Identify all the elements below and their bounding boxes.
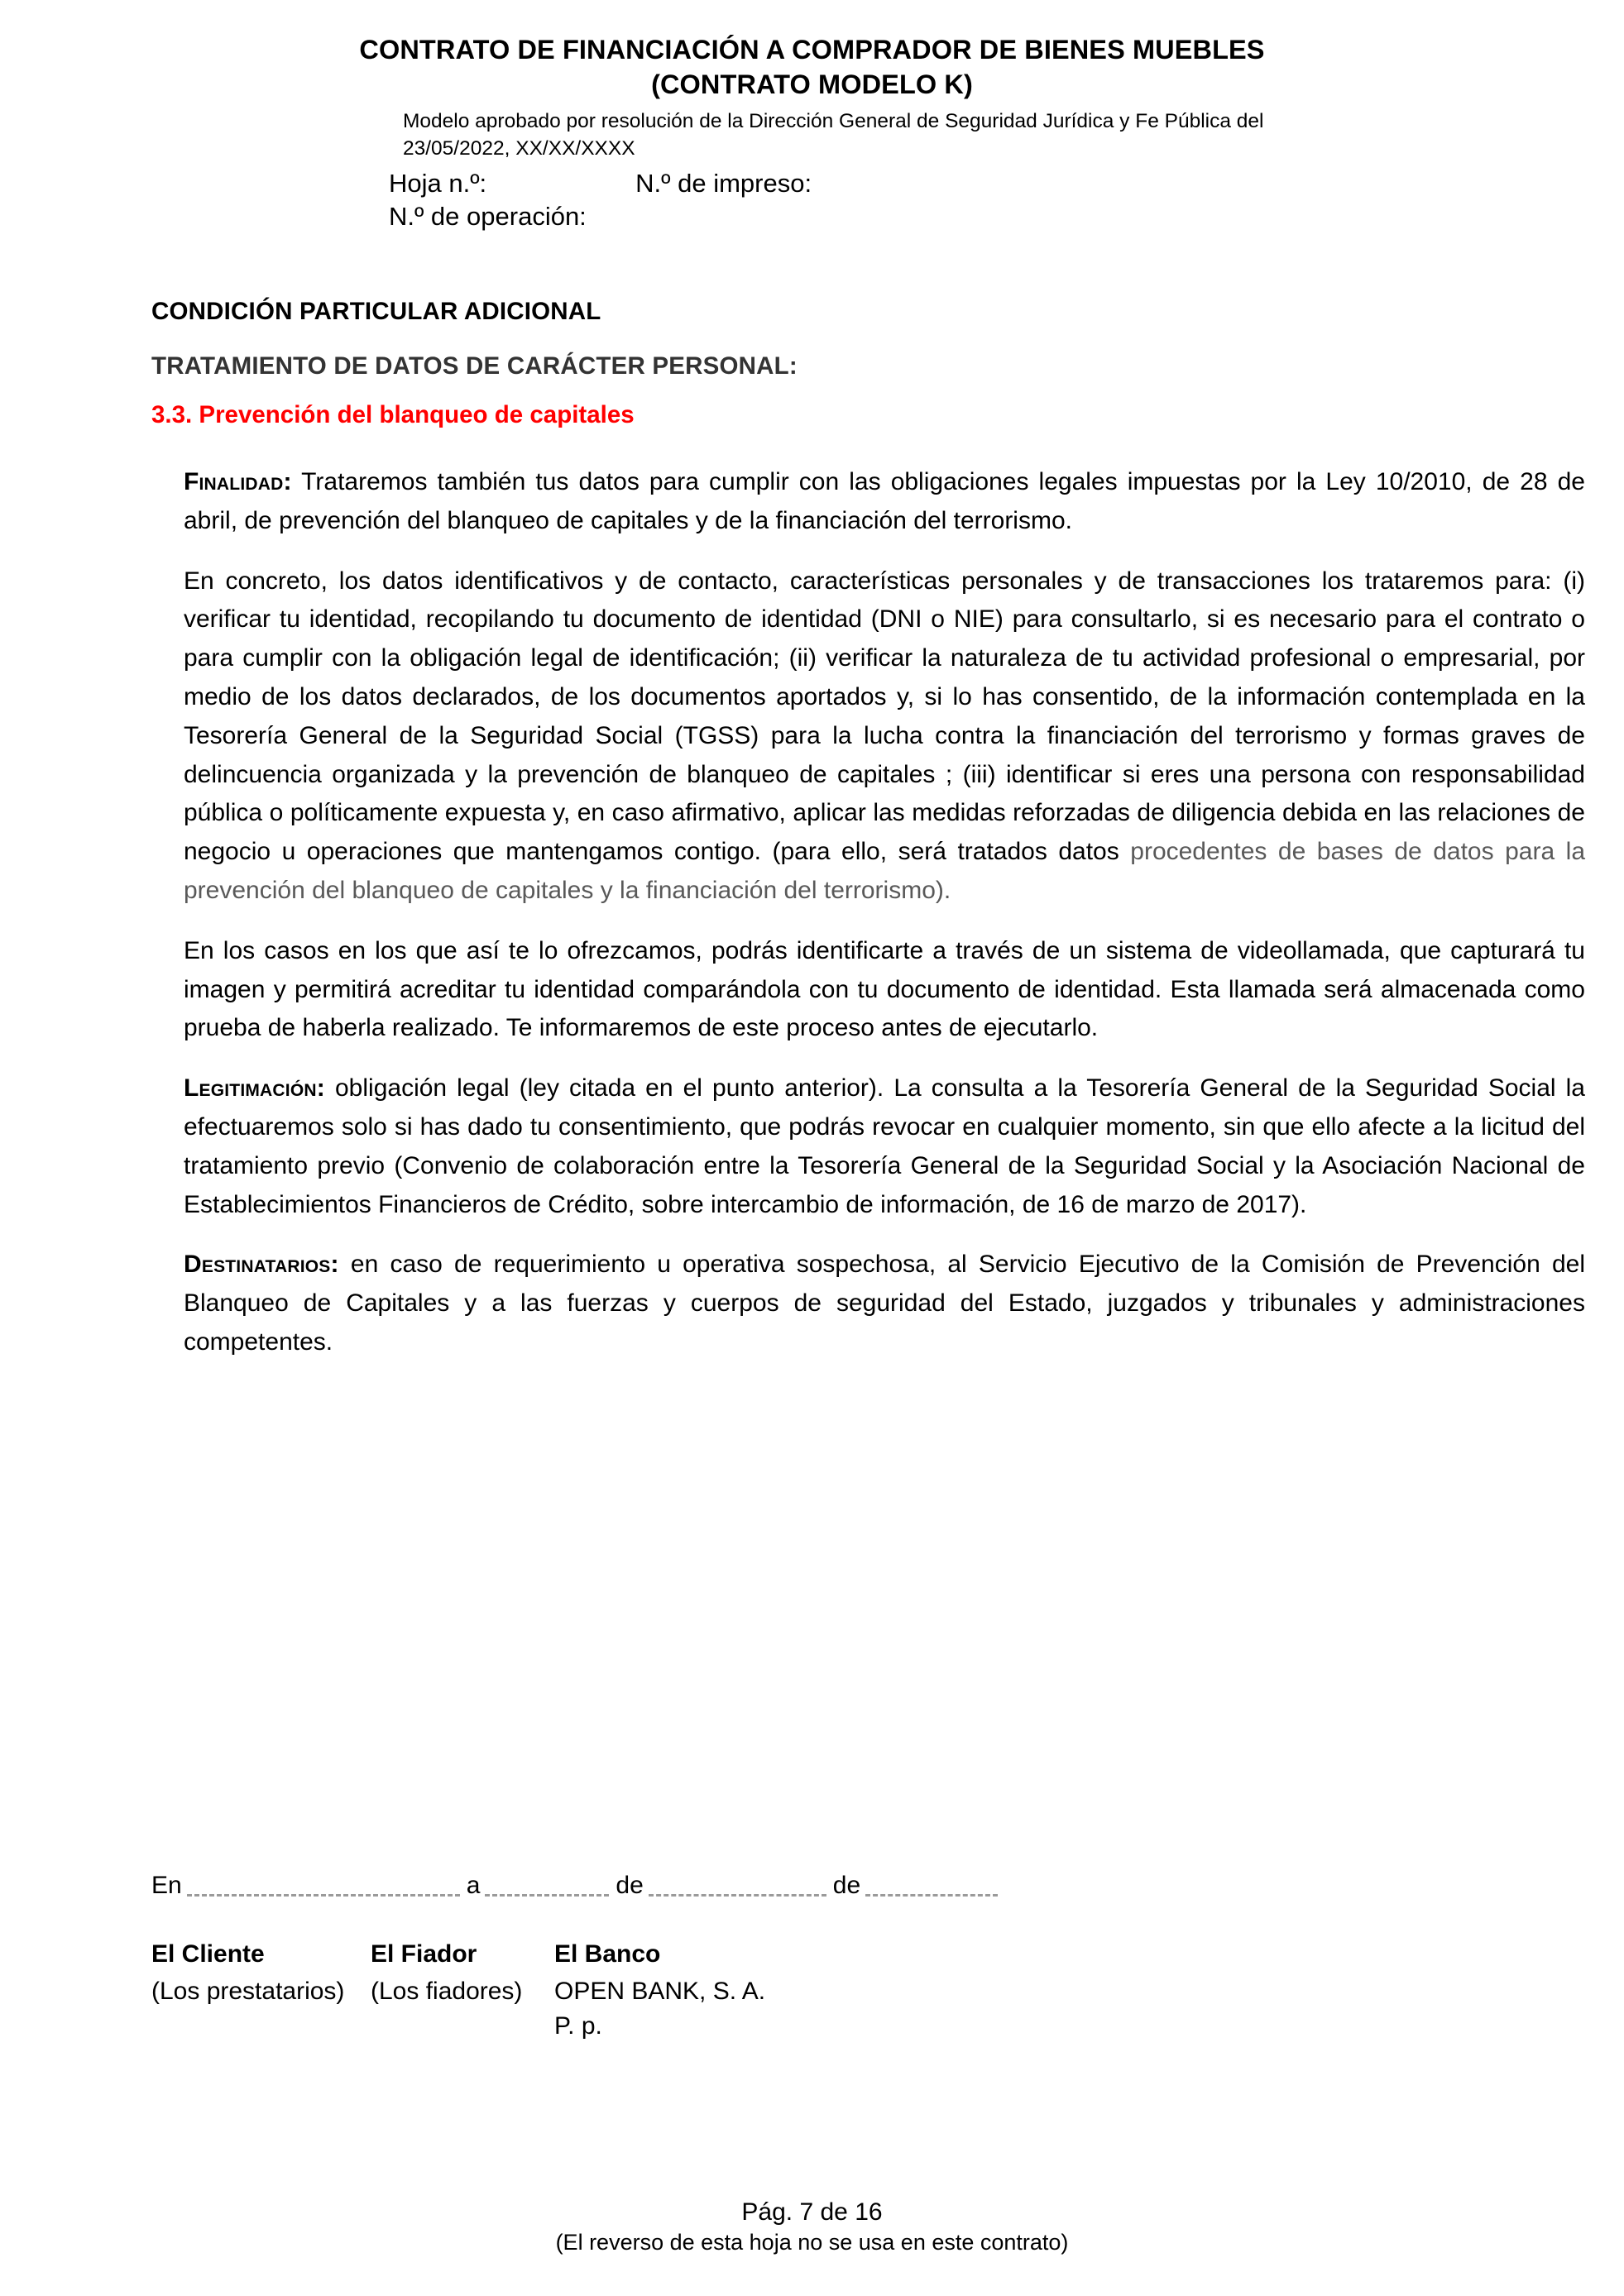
heading-condicion-particular-adicional: CONDICIÓN PARTICULAR ADICIONAL — [151, 298, 601, 325]
paragraph-legitimacion — [184, 1069, 1585, 1224]
signature-role-cliente: El Cliente — [151, 1940, 265, 1968]
document-title — [0, 33, 1624, 102]
text-en-concreto-grey: procedentes de bases de datos para la prevención del blanqueo de capitales y la financiación del terrorismo). — [184, 838, 1586, 904]
signature-role-banco: El Banco — [554, 1940, 661, 1968]
text-legitimacion: obligación legal (ley citada en el punto anterior). La consulta a la Tesorería General de la Seguridad Social la efectuaremos solo si has dado tu consentimiento, que podrás revocar en cualquier momento, sin que ello afecte a la licitud del tratamiento previo (Convenio de colaboración entre la Tesorería General de la Seguridad Social y la Asociación Nacional de Establecimientos Financieros de Crédito, sobre intercambio de información, de 16 de marzo de 2017). — [184, 1074, 1585, 1218]
signature-column-banco — [554, 1937, 902, 2043]
place-and-date-line — [151, 1871, 1558, 1901]
label-finalidad: Finalidad: — [184, 468, 292, 495]
sheet-and-form-row — [389, 167, 1624, 200]
document-reference-fields — [0, 167, 1624, 234]
signature-columns — [151, 1937, 1558, 2043]
text-finalidad: Trataremos también tus datos para cumplir con las obligaciones legales impuestas por la Ley 10/2010, de 28 de abril, de prevención del blanqueo de capitales y de la financiación del terrorismo. — [184, 468, 1585, 534]
paragraph-destinatarios — [184, 1246, 1585, 1361]
label-de-year: de — [832, 1872, 861, 1899]
sheet-number-label: Hoja n.º: — [389, 168, 487, 198]
footer-note: (El reverso de esta hoja no se usa en este contrato) — [555, 2229, 1069, 2255]
paragraph-videollamada: En los casos en los que así te lo ofrezcamos, podrás identificarte a través de un sistema de videollamada, que capturará tu imagen y permitirá acreditar tu identidad comparándola con tu documento de identidad. Esta llamada será almacenada como prueba de haberla realizado. Te informaremos de este proceso antes de ejecutarlo. — [184, 936, 1585, 1042]
document-footer — [0, 2197, 1624, 2256]
signature-subtitle-banco: OPEN BANK, S. A. — [554, 1978, 766, 2006]
signature-role-fiador: El Fiador — [371, 1940, 477, 1968]
input-month[interactable] — [649, 1873, 826, 1897]
document-header — [0, 33, 1624, 233]
section-headings — [151, 298, 1558, 429]
signature-subtitle-fiador: (Los fiadores) — [371, 1978, 523, 2006]
signature-pp-banco: P. p. — [554, 2011, 602, 2040]
label-destinatarios: Destinatarios: — [184, 1251, 339, 1279]
operation-row — [389, 200, 1624, 233]
label-legitimacion: Legitimación: — [184, 1074, 325, 1103]
operation-number-label: N.º de operación: — [389, 202, 587, 232]
document-title-line-1: CONTRATO DE FINANCIACIÓN A COMPRADOR DE BIENES MUEBLES — [359, 35, 1265, 65]
document-body — [184, 463, 1585, 1362]
label-a: a — [466, 1872, 481, 1899]
signature-column-cliente — [151, 1937, 371, 2043]
text-destinatarios: en caso de requerimiento u operativa sospechosa, al Servicio Ejecutivo de la Comisión de Prevención del Blanqueo de Capitales y a las fuerzas y cuerpos de seguridad del Estado, juzgados y tribunales y administraciones competentes. — [184, 1251, 1585, 1356]
heading-prevencion-blanqueo-capitales: 3.3. Prevención del blanqueo de capitales — [151, 401, 635, 428]
form-number-label: N.º de impreso: — [635, 168, 812, 198]
input-day[interactable] — [485, 1873, 609, 1897]
input-place[interactable] — [187, 1873, 460, 1897]
input-year[interactable] — [865, 1873, 998, 1897]
heading-tratamiento-datos-personales: TRATAMIENTO DE DATOS DE CARÁCTER PERSONAL: — [151, 352, 798, 380]
paragraph-en-concreto — [184, 562, 1585, 911]
footer-page-number: Pág. 7 de 16 — [741, 2198, 883, 2226]
signature-area — [151, 1871, 1558, 2043]
signature-column-fiador — [371, 1937, 554, 2043]
signature-subtitle-cliente: (Los prestatarios) — [151, 1978, 345, 2006]
label-en: En — [151, 1872, 182, 1899]
document-subtitle: Modelo aprobado por resolución de la Dirección General de Seguridad Jurídica y Fe Pública del 23/05/2022, XX/XX/XXXX — [403, 110, 1264, 160]
document-title-line-2: (CONTRATO MODELO K) — [651, 69, 973, 99]
label-de-month: de — [616, 1872, 644, 1899]
paragraph-finalidad — [184, 463, 1585, 541]
text-en-concreto-black: En concreto, los datos identificativos y de contacto, características personales y de transacciones los trataremos para: (i) verificar tu identidad, recopilando tu documento de identidad (DNI o NIE) para consultarlo, si es necesario para el contrato o para cumplir con la obligación legal de identificación; (ii) verificar la naturaleza de tu actividad profesional o empresarial, por medio de los datos declarados, de los documentos aportados y, si lo has consentido, de la información contemplada en la Tesorería General de la Seguridad Social (TGSS) para la lucha contra la financiación del terrorismo y formas graves de delincuencia organizada y la prevención de blanqueo de capitales ; (iii) identificar si eres una persona con responsabilidad pública o políticamente expuesta y, en caso afirmativo, aplicar las medidas reforzadas de diligencia debida en las relaciones de negocio u operaciones que mantengamos contigo. (para ello, será tratados datos — [184, 567, 1585, 866]
